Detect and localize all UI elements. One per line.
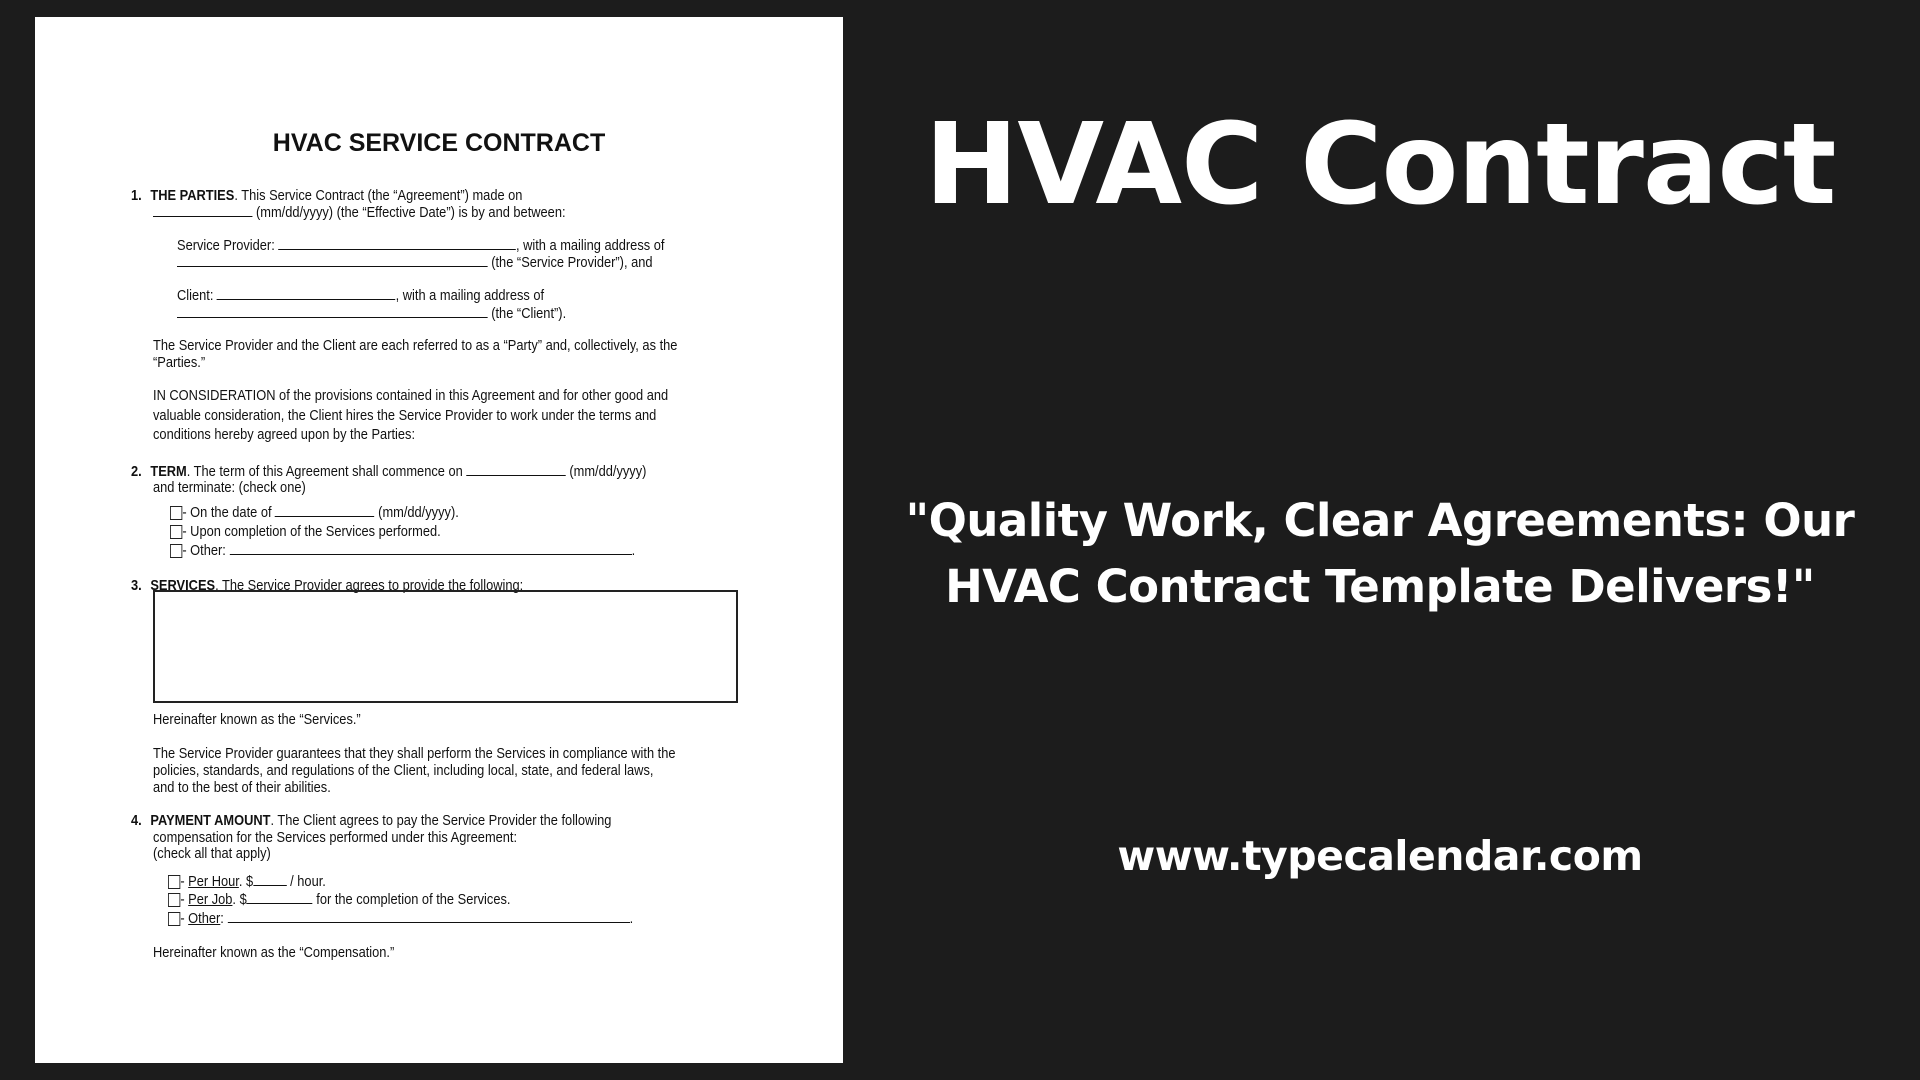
term-option-completion: - Upon completion of the Services performed.: [170, 523, 441, 541]
term-option-date: - On the date of (mm/dd/yyyy).: [170, 503, 459, 522]
payment-option-per-job: - Per Job. $ for the completion of the Services.: [168, 890, 510, 909]
term-end-date-field[interactable]: [275, 503, 374, 517]
service-provider-address-line: (the “Service Provider”), and: [177, 253, 653, 272]
banner-tagline: [870, 488, 1890, 620]
checkbox[interactable]: [170, 544, 182, 558]
service-provider-name-field[interactable]: [278, 236, 516, 250]
client-address-line: (the “Client”).: [177, 304, 566, 323]
guarantee-line-3: and to the best of their abilities.: [153, 780, 331, 796]
term-other-field[interactable]: [229, 541, 631, 555]
term-option-other: - Other: .: [170, 541, 635, 560]
checkbox[interactable]: [170, 525, 182, 539]
checkbox[interactable]: [168, 912, 180, 926]
guarantee-line-2: policies, standards, and regulations of the Client, including local, state, and federal laws,: [153, 763, 654, 779]
checkbox[interactable]: [168, 875, 180, 889]
payment-other-field[interactable]: [227, 909, 629, 923]
section-3-line-1: 3. SERVICES. The Service Provider agrees to provide the following:: [131, 578, 524, 594]
banner-title: HVAC Contract: [924, 100, 1836, 230]
checkbox[interactable]: [168, 893, 180, 907]
contract-document-page: [35, 17, 843, 1063]
section-4-line-1: 4. PAYMENT AMOUNT. The Client agrees to pay the Service Provider the following: [131, 813, 612, 829]
services-description-box[interactable]: [153, 590, 738, 703]
tagline-line-2: HVAC Contract Template Delivers!": [945, 560, 1815, 613]
client-address-field[interactable]: [177, 304, 488, 318]
job-rate-field[interactable]: [247, 890, 313, 904]
consideration-line-2: valuable consideration, the Client hires the Service Provider to work under the terms and: [153, 408, 657, 424]
service-provider-address-field[interactable]: [177, 253, 488, 267]
parties-paragraph-2: “Parties.”: [153, 355, 206, 371]
checkbox[interactable]: [170, 506, 182, 520]
document-title: HVAC SERVICE CONTRACT: [272, 129, 606, 157]
compensation-hereinafter: Hereinafter known as the “Compensation.”: [153, 945, 395, 961]
guarantee-line-1: The Service Provider guarantees that they shall perform the Services in compliance with the: [153, 746, 676, 762]
parties-paragraph-1: The Service Provider and the Client are each referred to as a “Party” and, collectively, as the: [153, 338, 678, 354]
payment-option-per-hour: - Per Hour. $ / hour.: [168, 872, 326, 891]
consideration-line-1: IN CONSIDERATION of the provisions contained in this Agreement and for other good and: [153, 388, 669, 404]
section-2-line-1: 2. TERM. The term of this Agreement shall commence on (mm/dd/yyyy): [131, 464, 647, 480]
payment-option-other: - Other: .: [168, 909, 633, 928]
consideration-line-3: conditions hereby agreed upon by the Parties:: [153, 427, 416, 443]
hourly-rate-field[interactable]: [253, 872, 286, 886]
term-start-date-field[interactable]: [466, 462, 565, 476]
section-4-line-3: (check all that apply): [153, 846, 271, 862]
section-1-line-2: (mm/dd/yyyy) (the “Effective Date”) is by and between:: [153, 203, 566, 222]
client-name-field[interactable]: [217, 286, 396, 300]
website-url[interactable]: www.typecalendar.com: [1117, 832, 1643, 880]
client-line: Client: , with a mailing address of: [177, 288, 545, 304]
services-hereinafter: Hereinafter known as the “Services.”: [153, 712, 361, 728]
tagline-line-1: "Quality Work, Clear Agreements: Our: [905, 494, 1855, 547]
service-provider-line: Service Provider: , with a mailing address of: [177, 238, 665, 254]
section-1-line-1: 1. THE PARTIES. This Service Contract (the “Agreement”) made on: [131, 188, 523, 204]
section-4-line-2: compensation for the Services performed under this Agreement:: [153, 830, 518, 846]
section-2-line-2: and terminate: (check one): [153, 480, 306, 496]
